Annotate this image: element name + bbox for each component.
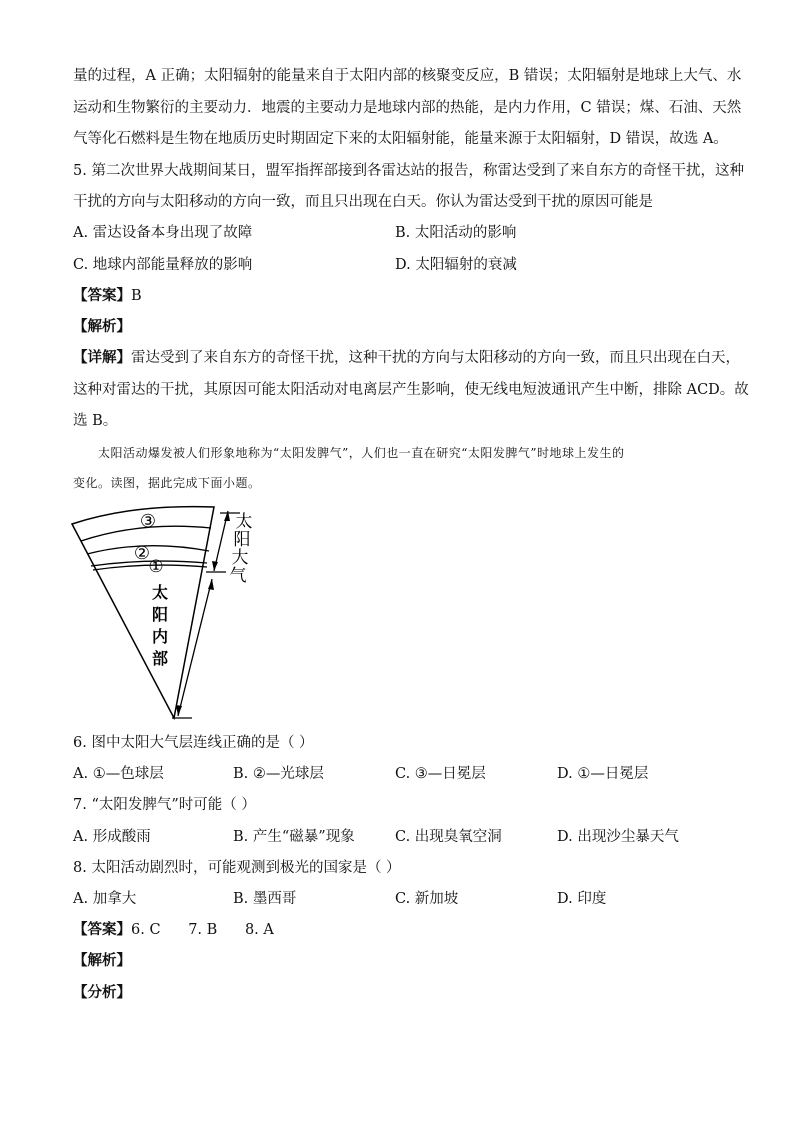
q6-option-a: A. ①—色球层: [73, 766, 164, 782]
group-fenxi-label: 【分析】: [73, 984, 131, 1001]
atmosphere-label-char: 太: [235, 512, 253, 532]
q7-option-d: D. 出现沙尘暴天气: [557, 829, 679, 845]
q5-detail: [73, 348, 740, 368]
layer-3-label: ③: [139, 511, 157, 532]
q7-option-a: A. 形成酸雨: [73, 829, 151, 845]
q5-option-d: D. 太阳辐射的衰减: [395, 257, 517, 273]
intro-text: 太阳活动爆发被人们形象地称为“太阳发脾气”，人们也一直在研究“太阳发脾气”时地球上发生的: [98, 446, 625, 460]
intro-text: 变化。读图，据此完成下面小题。: [73, 476, 261, 490]
atmosphere-label-char: 阳: [233, 530, 251, 550]
q7-option-c: C. 出现臭氧空洞: [395, 829, 502, 845]
q6-option-b: B. ②—光球层: [233, 766, 324, 782]
q7-option-b: B. 产生“磁暴”现象: [233, 829, 355, 845]
explanation-line: 气等化石燃料是生物在地质历史时期固定下来的太阳辐射能，能量来源于太阳辐射，D 错误，故选 A。: [73, 131, 728, 147]
detail-label: 【详解】: [73, 349, 131, 366]
sector-outline: [72, 507, 214, 718]
explanation-line: 量的过程，A 正确；太阳辐射的能量来自于太阳内部的核聚变反应，B 错误；太阳辐射是地球上大气、水: [73, 68, 742, 84]
q5-detail: 选 B。: [73, 413, 118, 429]
group-analysis-label: 【解析】: [73, 952, 131, 969]
layer-1-label: ①: [148, 557, 164, 577]
q5-option-b: B. 太阳活动的影响: [395, 225, 517, 241]
answer-value: B: [131, 288, 142, 304]
question-7-stem: 7. “太阳发脾气”时可能（ ）: [73, 797, 256, 813]
q6-option-d: D. ①—日冕层: [557, 766, 649, 782]
q5-option-c: C. 地球内部能量释放的影响: [73, 257, 253, 273]
q5-answer: [73, 286, 142, 306]
q8-option-a: A. 加拿大: [73, 891, 137, 907]
interior-label-char: 太: [151, 583, 169, 602]
q8-option-c: C. 新加坡: [395, 891, 459, 907]
question-5-stem: 干扰的方向与太阳移动的方向一致，而且只出现在白天。你认为雷达受到干扰的原因可能是: [73, 194, 653, 210]
interior-label-char: 部: [151, 649, 169, 668]
q5-analysis-label: 【解析】: [73, 318, 131, 335]
group-answer: [73, 920, 274, 940]
sun-structure-figure: [66, 497, 266, 723]
atmosphere-label-char: 大: [231, 548, 249, 568]
q5-option-a: A. 雷达设备本身出现了故障: [73, 225, 253, 241]
answer-label: 【答案】: [73, 287, 131, 304]
atmosphere-label-char: 气: [229, 566, 247, 586]
answer-value: 6. C 7. B 8. A: [131, 922, 274, 938]
interior-label-char: 阳: [151, 605, 169, 624]
question-8-stem: 8. 太阳活动剧烈时，可能观测到极光的国家是（ ）: [73, 860, 401, 876]
layer-2-label: ②: [133, 543, 151, 564]
explanation-line: 运动和生物繁衍的主要动力．地震的主要动力是地球内部的热能，是内力作用，C 错误；煤、石油、天然: [73, 100, 742, 116]
q5-detail: 这种对雷达的干扰，其原因可能太阳活动对电离层产生影响，使无线电短波通讯产生中断，排除 ACD。故: [73, 382, 749, 398]
question-6-stem: 6. 图中太阳大气层连线正确的是（ ）: [73, 735, 314, 751]
question-5-stem: 5. 第二次世界大战期间某日，盟军指挥部接到各雷达站的报告，称雷达受到了来自东方的奇怪干扰，这种: [73, 163, 744, 179]
answer-label: 【答案】: [73, 921, 131, 938]
interior-arrow: [178, 579, 212, 716]
q6-option-c: C. ③—日冕层: [395, 766, 486, 782]
interior-label-char: 内: [151, 627, 169, 646]
detail-text: 雷达受到了来自东方的奇怪干扰，这种干扰的方向与太阳移动的方向一致，而且只出现在白天，: [131, 350, 740, 366]
q8-option-d: D. 印度: [557, 891, 607, 907]
q8-option-b: B. 墨西哥: [233, 891, 297, 907]
